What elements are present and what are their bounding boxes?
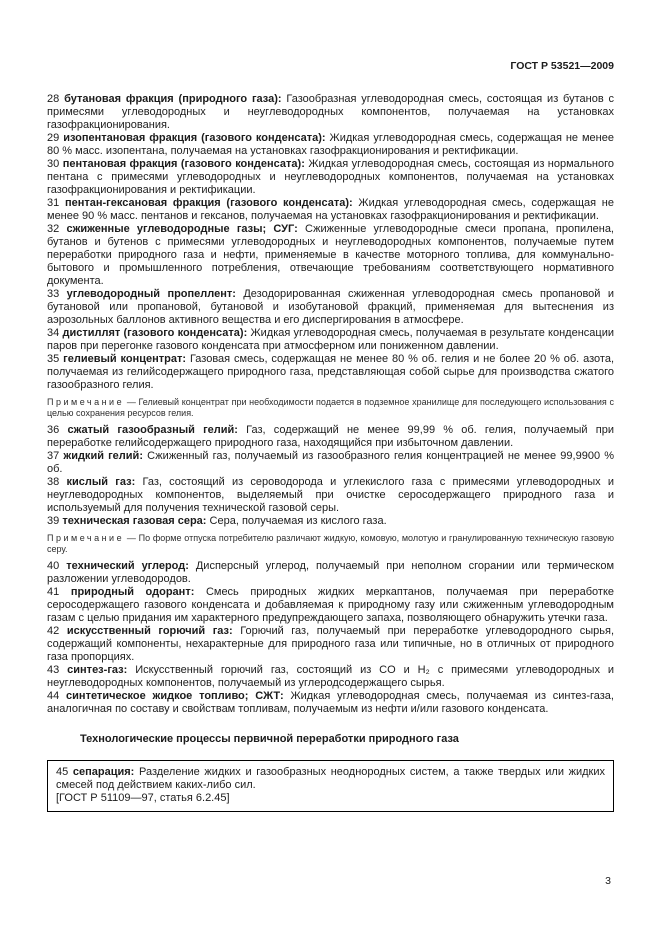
term-definition: Жидкая углеводородная смесь, содержащая не менее 80 % масс. изопентана, получаемая на установках газофракционирования и ректификации. — [47, 132, 614, 157]
term-definition: Жидкая углеводородная смесь, содержащая не менее 90 % масс. пентанов и гексанов, получаемая на установках газофракционирования и ректификации. — [47, 197, 614, 222]
term-number: 36 — [47, 424, 60, 436]
term-number: 31 — [47, 197, 60, 209]
term-definition: Жидкая углеводородная смесь, состоящая из нормального пентана с примесями углеводородных и неуглеводородных компонентов, получаемая на установках газофракционирования и ректификации. — [47, 158, 615, 196]
term-number: 34 — [47, 327, 60, 339]
doc-number: ГОСТ Р 53521—2009 — [510, 60, 614, 72]
term-definition: Смесь природных жидких меркаптанов, получаемая при переработке серосодержащего газового конденсата и добавляемая к природному газу или сжиженным углеводородным газам с целью придания им характерного предупреждающего запаха, позволяющего обнаружить утечки газа. — [47, 586, 615, 624]
term-item-30 — [47, 158, 614, 197]
term-number: 37 — [47, 450, 60, 462]
term-definition: Жидкая углеводородная смесь, получаемая из синтез-газа, аналогичная по составу и свойствам топливам, получаемым из нефти и/или газового конденсата. — [47, 690, 614, 715]
term-item-44 — [47, 690, 614, 716]
note-text: — По форме отпуска потребителю различают жидкую, комовую, молотую и гранулированную техническую газовую серу. — [47, 533, 614, 554]
term-definition: Жидкая углеводородная смесь, получаемая в результате конденсации паров при перегонке газового конденсата при атмосферном или пониженном давлении. — [47, 327, 614, 352]
term-name: дистиллят (газового конденсата): — [62, 327, 248, 339]
term-number: 41 — [47, 586, 60, 598]
note-helium — [47, 397, 614, 419]
term-definition: Дисперсный углерод, получаемый при неполном сгорании или термическом разложении углеводородов. — [47, 560, 615, 585]
term-name: гелиевый концентрат: — [63, 353, 187, 365]
term-definition: Разделение жидких и газообразных неоднородных систем, а также твердых или жидких смесей под действием каких-либо сил. — [56, 766, 605, 791]
term-name: кислый газ: — [66, 476, 136, 488]
term-number: 30 — [47, 158, 60, 170]
term-item-39 — [47, 515, 614, 528]
term-definition: Сжиженные углеводородные смеси пропана, пропилена, бутанов и бутенов с примесями углеводородных и неуглеводородных компонентов, получаемые путем переработки природного газа и нефти, применяемые в качестве моторного топлива, для коммунально-бытового и промышленного потребления, отвечающие требованиям соответствующего нормативного документа. — [47, 223, 614, 287]
term-item-34 — [47, 327, 614, 353]
term-item-31 — [47, 197, 614, 223]
document-content — [47, 93, 614, 812]
term-item-29 — [47, 132, 614, 158]
term-name: природный одорант: — [70, 586, 195, 598]
term-name: пентановая фракция (газового конденсата): — [62, 158, 305, 170]
term-item-42 — [47, 625, 614, 664]
note-label: Примечание — [47, 397, 125, 407]
term-name: бутановая фракция (природного газа): — [64, 93, 282, 105]
term-definition: Дезодорированная сжиженная углеводородная смесь пропановой и бутановой или пропановой, бутановой и изобутановой фракций, применяемая для вытеснения из аэрозольных баллонов активного вещества и его диспергирования в атмосфере. — [47, 288, 614, 326]
term-definition: Газ, состоящий из сероводорода и углекислого газа с примесями углеводородных и неуглеводородных компонентов, выделяемый при очистке серосодержащего природного газа и используемый для получения технической газовой серы. — [47, 476, 614, 514]
term-definition: Газовая смесь, содержащая не менее 80 % об. гелия и не более 20 % об. азота, получаемая из гелийсодержащего природного газа, представляющая собой сырье для производства сжатого газообразного гелия. — [47, 353, 615, 391]
term-number: 29 — [47, 132, 60, 144]
term-item-28 — [47, 93, 614, 132]
note-sulfur — [47, 533, 614, 555]
term-number: 40 — [47, 560, 60, 572]
term-number: 43 — [47, 664, 60, 676]
term-name: синтез-газ: — [67, 664, 128, 676]
note-text: — Гелиевый концентрат при необходимости подается в подземное хранилище для последующего использования с целью сохранения ресурсов гелия. — [47, 397, 614, 418]
doc-header — [47, 60, 614, 73]
page-number: 3 — [605, 875, 611, 887]
term-name: сжатый газообразный гелий: — [67, 424, 238, 436]
term-definition: Сжиженный газ, получаемый из газообразного гелия концентрацией не менее 99,9900 % об. — [47, 450, 614, 475]
term-item-40 — [47, 560, 614, 586]
term-item-35 — [47, 353, 614, 392]
term-item-36 — [47, 424, 614, 450]
term-name: техническая газовая сера: — [62, 515, 207, 527]
term-name: синтетическое жидкое топливо; СЖТ: — [66, 690, 284, 702]
boxed-term-45 — [47, 760, 614, 812]
source-reference: [ГОСТ Р 51109—97, статья 6.2.45] — [56, 792, 230, 804]
term-item-32 — [47, 223, 614, 288]
note-label: Примечание — [47, 533, 125, 543]
term-number: 42 — [47, 625, 60, 637]
term-name: сжиженные углеводородные газы; СУГ: — [66, 223, 298, 235]
term-number: 45 — [56, 766, 69, 778]
term-name: сепарация: — [72, 766, 135, 778]
term-item-38 — [47, 476, 614, 515]
term-item-41 — [47, 586, 614, 625]
term-item-33 — [47, 288, 614, 327]
term-number: 35 — [47, 353, 60, 365]
term-number: 39 — [47, 515, 60, 527]
term-name: искусственный горючий газ: — [66, 625, 233, 637]
section-heading: Технологические процессы первичной переработки природного газа — [80, 733, 459, 745]
term-number: 32 — [47, 223, 60, 235]
term-name: жидкий гелий: — [63, 450, 143, 462]
term-name: пентан-гексановая фракция (газового конденсата): — [64, 197, 353, 209]
term-item-45 — [56, 766, 605, 792]
term-name: технический углерод: — [66, 560, 189, 572]
term-definition: Искусственный горючий газ, состоящий из CO и H₂ с примесями углеводородных и неуглеводородных компонентов, получаемый из углеродсодержащего сырья. — [47, 664, 614, 689]
term-item-37 — [47, 450, 614, 476]
term-definition: Газообразная углеводородная смесь, состоящая из бутанов с примесями углеводородных и неуглеводородных компонентов, получаемая на установках газофракционирования. — [47, 93, 615, 131]
term-definition: Горючий газ, получаемый при переработке углеводородного сырья, содержащий компоненты, нехарактерные для природного газа или типичные, но в отличных от природного газа пропорциях. — [47, 625, 614, 663]
term-number: 28 — [47, 93, 60, 105]
term-name: изопентановая фракция (газового конденсата): — [63, 132, 326, 144]
term-name: углеводородный пропеллент: — [66, 288, 236, 300]
term-number: 44 — [47, 690, 60, 702]
term-item-43 — [47, 664, 614, 690]
term-number: 38 — [47, 476, 60, 488]
term-definition: Сера, получаемая из кислого газа. — [209, 515, 387, 527]
term-definition: Газ, содержащий не менее 99,99 % об. гелия, получаемый при переработке гелийсодержащего природного газа, находящийся при избыточном давлении. — [47, 424, 614, 449]
term-number: 33 — [47, 288, 60, 300]
